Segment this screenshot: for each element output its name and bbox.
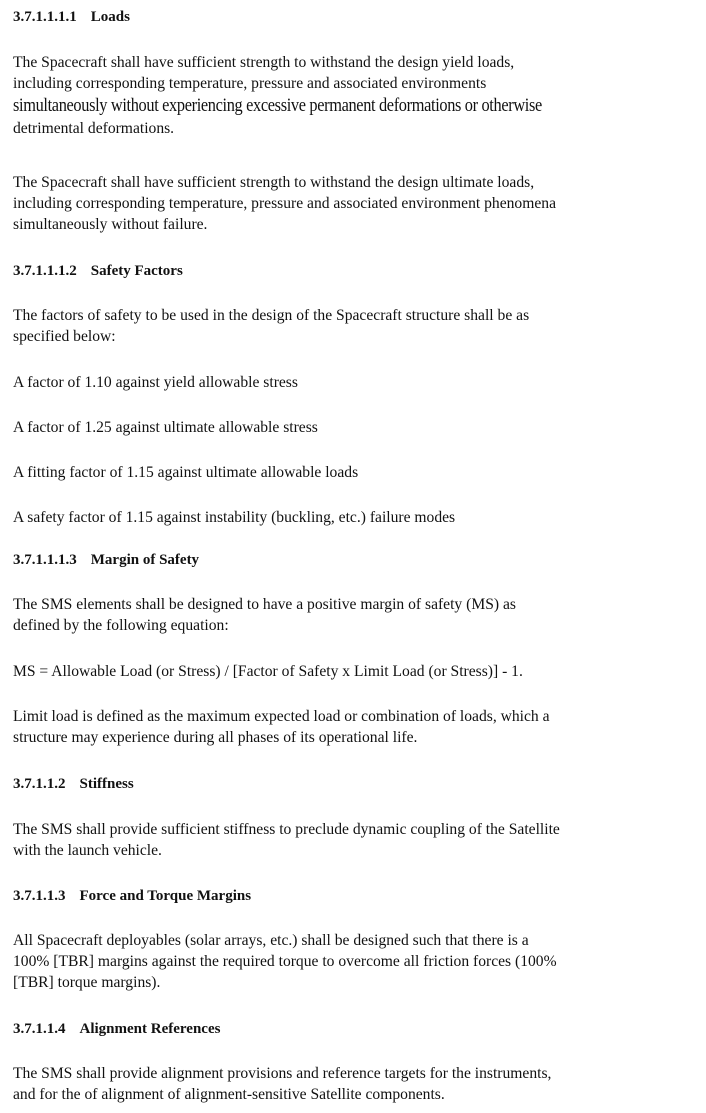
text-line: structure may experience during all phases of its operational life. xyxy=(13,729,418,746)
section-title: Safety Factors xyxy=(90,263,183,279)
section-heading-alignment xyxy=(13,1020,220,1038)
text-line: Limit load is defined as the maximum expected load or combination of loads, which a xyxy=(13,708,550,725)
section-title: Force and Torque Margins xyxy=(79,888,252,904)
paragraph-loads-ultimate xyxy=(13,172,703,235)
text-line: The SMS elements shall be designed to have a positive margin of safety (MS) as xyxy=(13,596,516,613)
text-line: detrimental deformations. xyxy=(13,120,175,137)
paragraph-loads-yield xyxy=(13,52,703,139)
section-number: 3.7.1.1.4 xyxy=(13,1021,66,1037)
section-heading-margin-of-safety xyxy=(13,551,199,569)
section-title: Stiffness xyxy=(79,776,134,792)
paragraph-factor-ultimate: A factor of 1.25 against ultimate allowable stress xyxy=(13,419,318,436)
text-line: and for the of alignment of alignment-sensitive Satellite components. xyxy=(13,1086,445,1103)
section-heading-loads xyxy=(13,8,130,26)
text-line: The Spacecraft shall have sufficient strength to withstand the design ultimate loads, xyxy=(13,174,535,191)
paragraph-factor-yield: A factor of 1.10 against yield allowable stress xyxy=(13,374,298,391)
paragraph-safety-intro xyxy=(13,305,703,347)
text-line: defined by the following equation: xyxy=(13,617,229,634)
section-title: Margin of Safety xyxy=(90,552,200,568)
paragraph-stiffness xyxy=(13,819,703,861)
text-line: with the launch vehicle. xyxy=(13,842,162,859)
paragraph-alignment xyxy=(13,1063,703,1105)
text-line: specified below: xyxy=(13,328,116,345)
paragraph-margin-equation: MS = Allowable Load (or Stress) / [Factor of Safety x Limit Load (or Stress)] - 1. xyxy=(13,663,523,680)
section-title: Alignment References xyxy=(79,1021,221,1037)
section-number: 3.7.1.1.2 xyxy=(13,776,66,792)
section-title: Loads xyxy=(90,9,130,25)
text-line: simultaneously without failure. xyxy=(13,216,208,233)
text-line: The factors of safety to be used in the design of the Spacecraft structure shall be as xyxy=(13,307,530,324)
paragraph-factor-instability: A safety factor of 1.15 against instability (buckling, etc.) failure modes xyxy=(13,509,456,526)
text-line: simultaneously without experiencing excessive permanent deformations or otherwise xyxy=(13,95,542,116)
paragraph-force-torque xyxy=(13,930,703,993)
text-line: including corresponding temperature, pressure and associated environment phenomena xyxy=(13,195,557,212)
paragraph-limit-load xyxy=(13,706,703,748)
section-number: 3.7.1.1.1.2 xyxy=(13,263,77,279)
section-heading-stiffness xyxy=(13,775,134,793)
text-line: 100% [TBR] margins against the required torque to overcome all friction forces (100% xyxy=(13,953,557,970)
paragraph-margin-intro xyxy=(13,594,703,636)
text-line: The SMS shall provide sufficient stiffness to preclude dynamic coupling of the Satellite xyxy=(13,821,560,838)
section-heading-force-torque xyxy=(13,887,251,905)
paragraph-factor-fitting: A fitting factor of 1.15 against ultimate allowable loads xyxy=(13,464,359,481)
text-line: The SMS shall provide alignment provisions and reference targets for the instruments, xyxy=(13,1065,552,1082)
section-number: 3.7.1.1.1.1 xyxy=(13,9,77,25)
section-heading-safety-factors xyxy=(13,262,183,280)
text-line: All Spacecraft deployables (solar arrays, etc.) shall be designed such that there is a xyxy=(13,932,529,949)
text-line: [TBR] torque margins). xyxy=(13,974,161,991)
text-line: The Spacecraft shall have sufficient strength to withstand the design yield loads, xyxy=(13,54,515,71)
section-number: 3.7.1.1.3 xyxy=(13,888,66,904)
text-line: including corresponding temperature, pressure and associated environments xyxy=(13,75,487,92)
section-number: 3.7.1.1.1.3 xyxy=(13,552,77,568)
